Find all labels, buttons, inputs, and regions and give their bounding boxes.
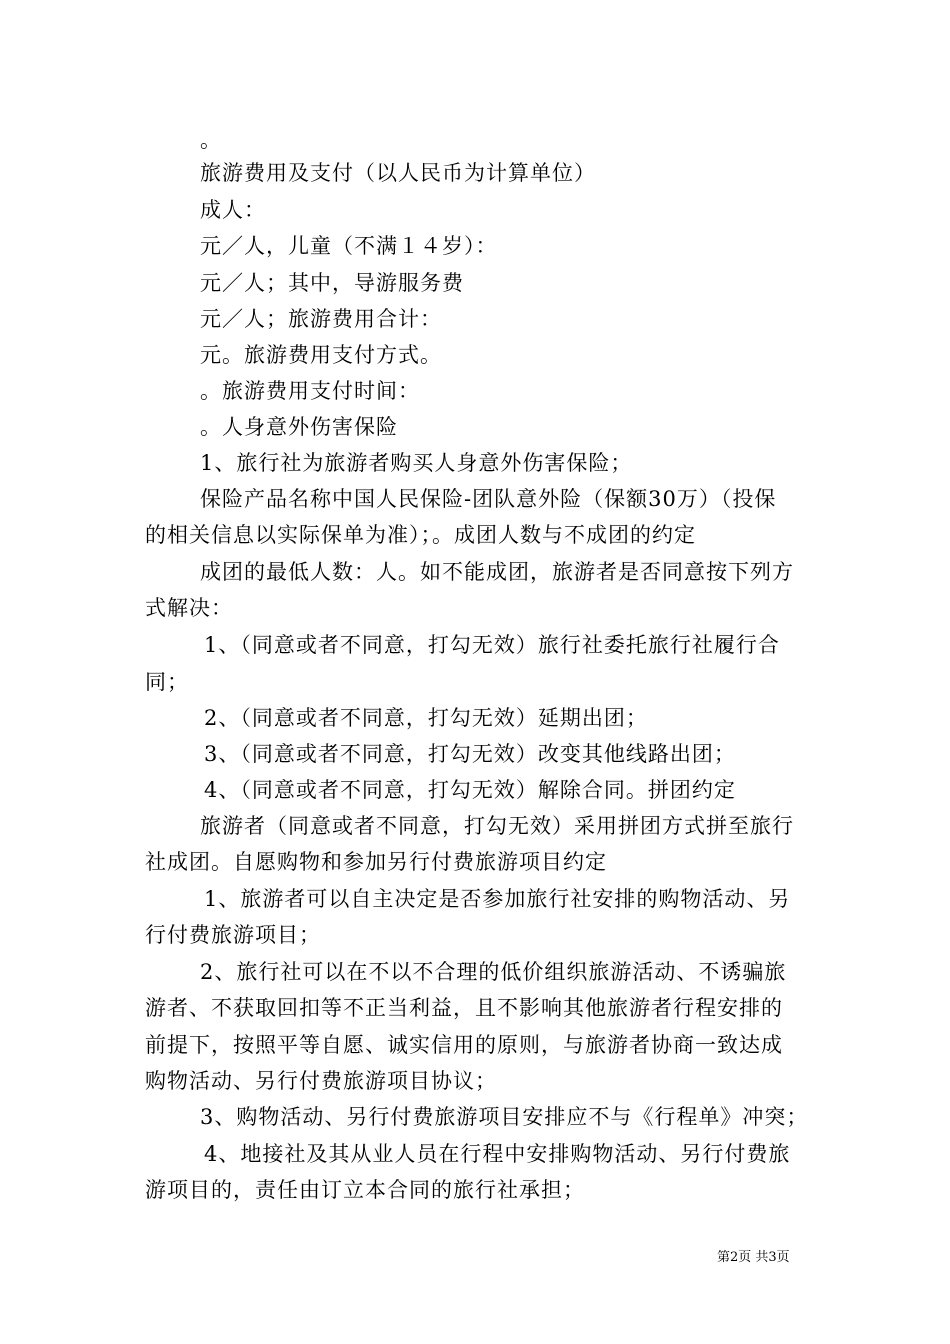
text-line: 1、（同意或者不同意，打勾无效）旅行社委托旅行社履行合 <box>204 633 780 657</box>
text-line: 的相关信息以实际保单为准）；。成团人数与不成团的约定 <box>145 523 696 547</box>
text-line: 2、（同意或者不同意，打勾无效）延期出团； <box>204 706 648 730</box>
text-line: 同； <box>145 670 189 694</box>
text-line: 2、旅行社可以在不以不合理的低价组织旅游活动、不诱骗旅 <box>200 960 787 984</box>
text-line: 1、旅游者可以自主决定是否参加旅行社安排的购物活动、另 <box>204 887 791 911</box>
text-line: 游者、不获取回扣等不正当利益，且不影响其他旅游者行程安排的 <box>145 996 783 1020</box>
text-line: 社成团。自愿购物和参加另行付费旅游项目约定 <box>145 850 607 874</box>
text-line: 前提下，按照平等自愿、诚实信用的原则，与旅游者协商一致达成 <box>145 1033 783 1057</box>
text-line: 元／人，儿童（不满１４岁）： <box>200 234 498 258</box>
text-line: 1、旅行社为旅游者购买人身意外伤害保险； <box>200 451 633 475</box>
text-line: 元。旅游费用支付方式。 <box>200 343 442 367</box>
text-line: 。人身意外伤害保险 <box>200 415 398 439</box>
text-line: 。旅游费用支付时间： <box>200 379 420 403</box>
text-line: 。 <box>200 128 222 152</box>
text-line: 式解决： <box>145 596 233 620</box>
text-line: 旅游者（同意或者不同意，打勾无效）采用拼团方式拼至旅行 <box>200 814 794 838</box>
text-line: 4、地接社及其从业人员在行程中安排购物活动、另行付费旅 <box>204 1142 791 1166</box>
text-line: 成团的最低人数：人。如不能成团，旅游者是否同意按下列方 <box>200 560 794 584</box>
text-line: 3、购物活动、另行付费旅游项目安排应不与《行程单》冲突； <box>200 1105 809 1129</box>
text-line: 3、（同意或者不同意，打勾无效）改变其他线路出团； <box>204 742 736 766</box>
text-line: 成人： <box>200 198 266 222</box>
text-line: 游项目的，责任由订立本合同的旅行社承担； <box>145 1178 585 1202</box>
text-line: 4、（同意或者不同意，打勾无效）解除合同。拼团约定 <box>204 778 736 802</box>
text-line: 元／人；其中，导游服务费 <box>200 271 464 295</box>
text-line: 旅游费用及支付（以人民币为计算单位） <box>200 161 596 185</box>
text-line: 行付费旅游项目； <box>145 923 321 947</box>
page-number-footer: 第2页 共3页 <box>717 1250 790 1265</box>
text-line: 保险产品名称中国人民保险-团队意外险（保额30万）（投保 <box>200 487 777 511</box>
text-line: 购物活动、另行付费旅游项目协议； <box>145 1069 497 1093</box>
text-line: 元／人；旅游费用合计： <box>200 307 442 331</box>
